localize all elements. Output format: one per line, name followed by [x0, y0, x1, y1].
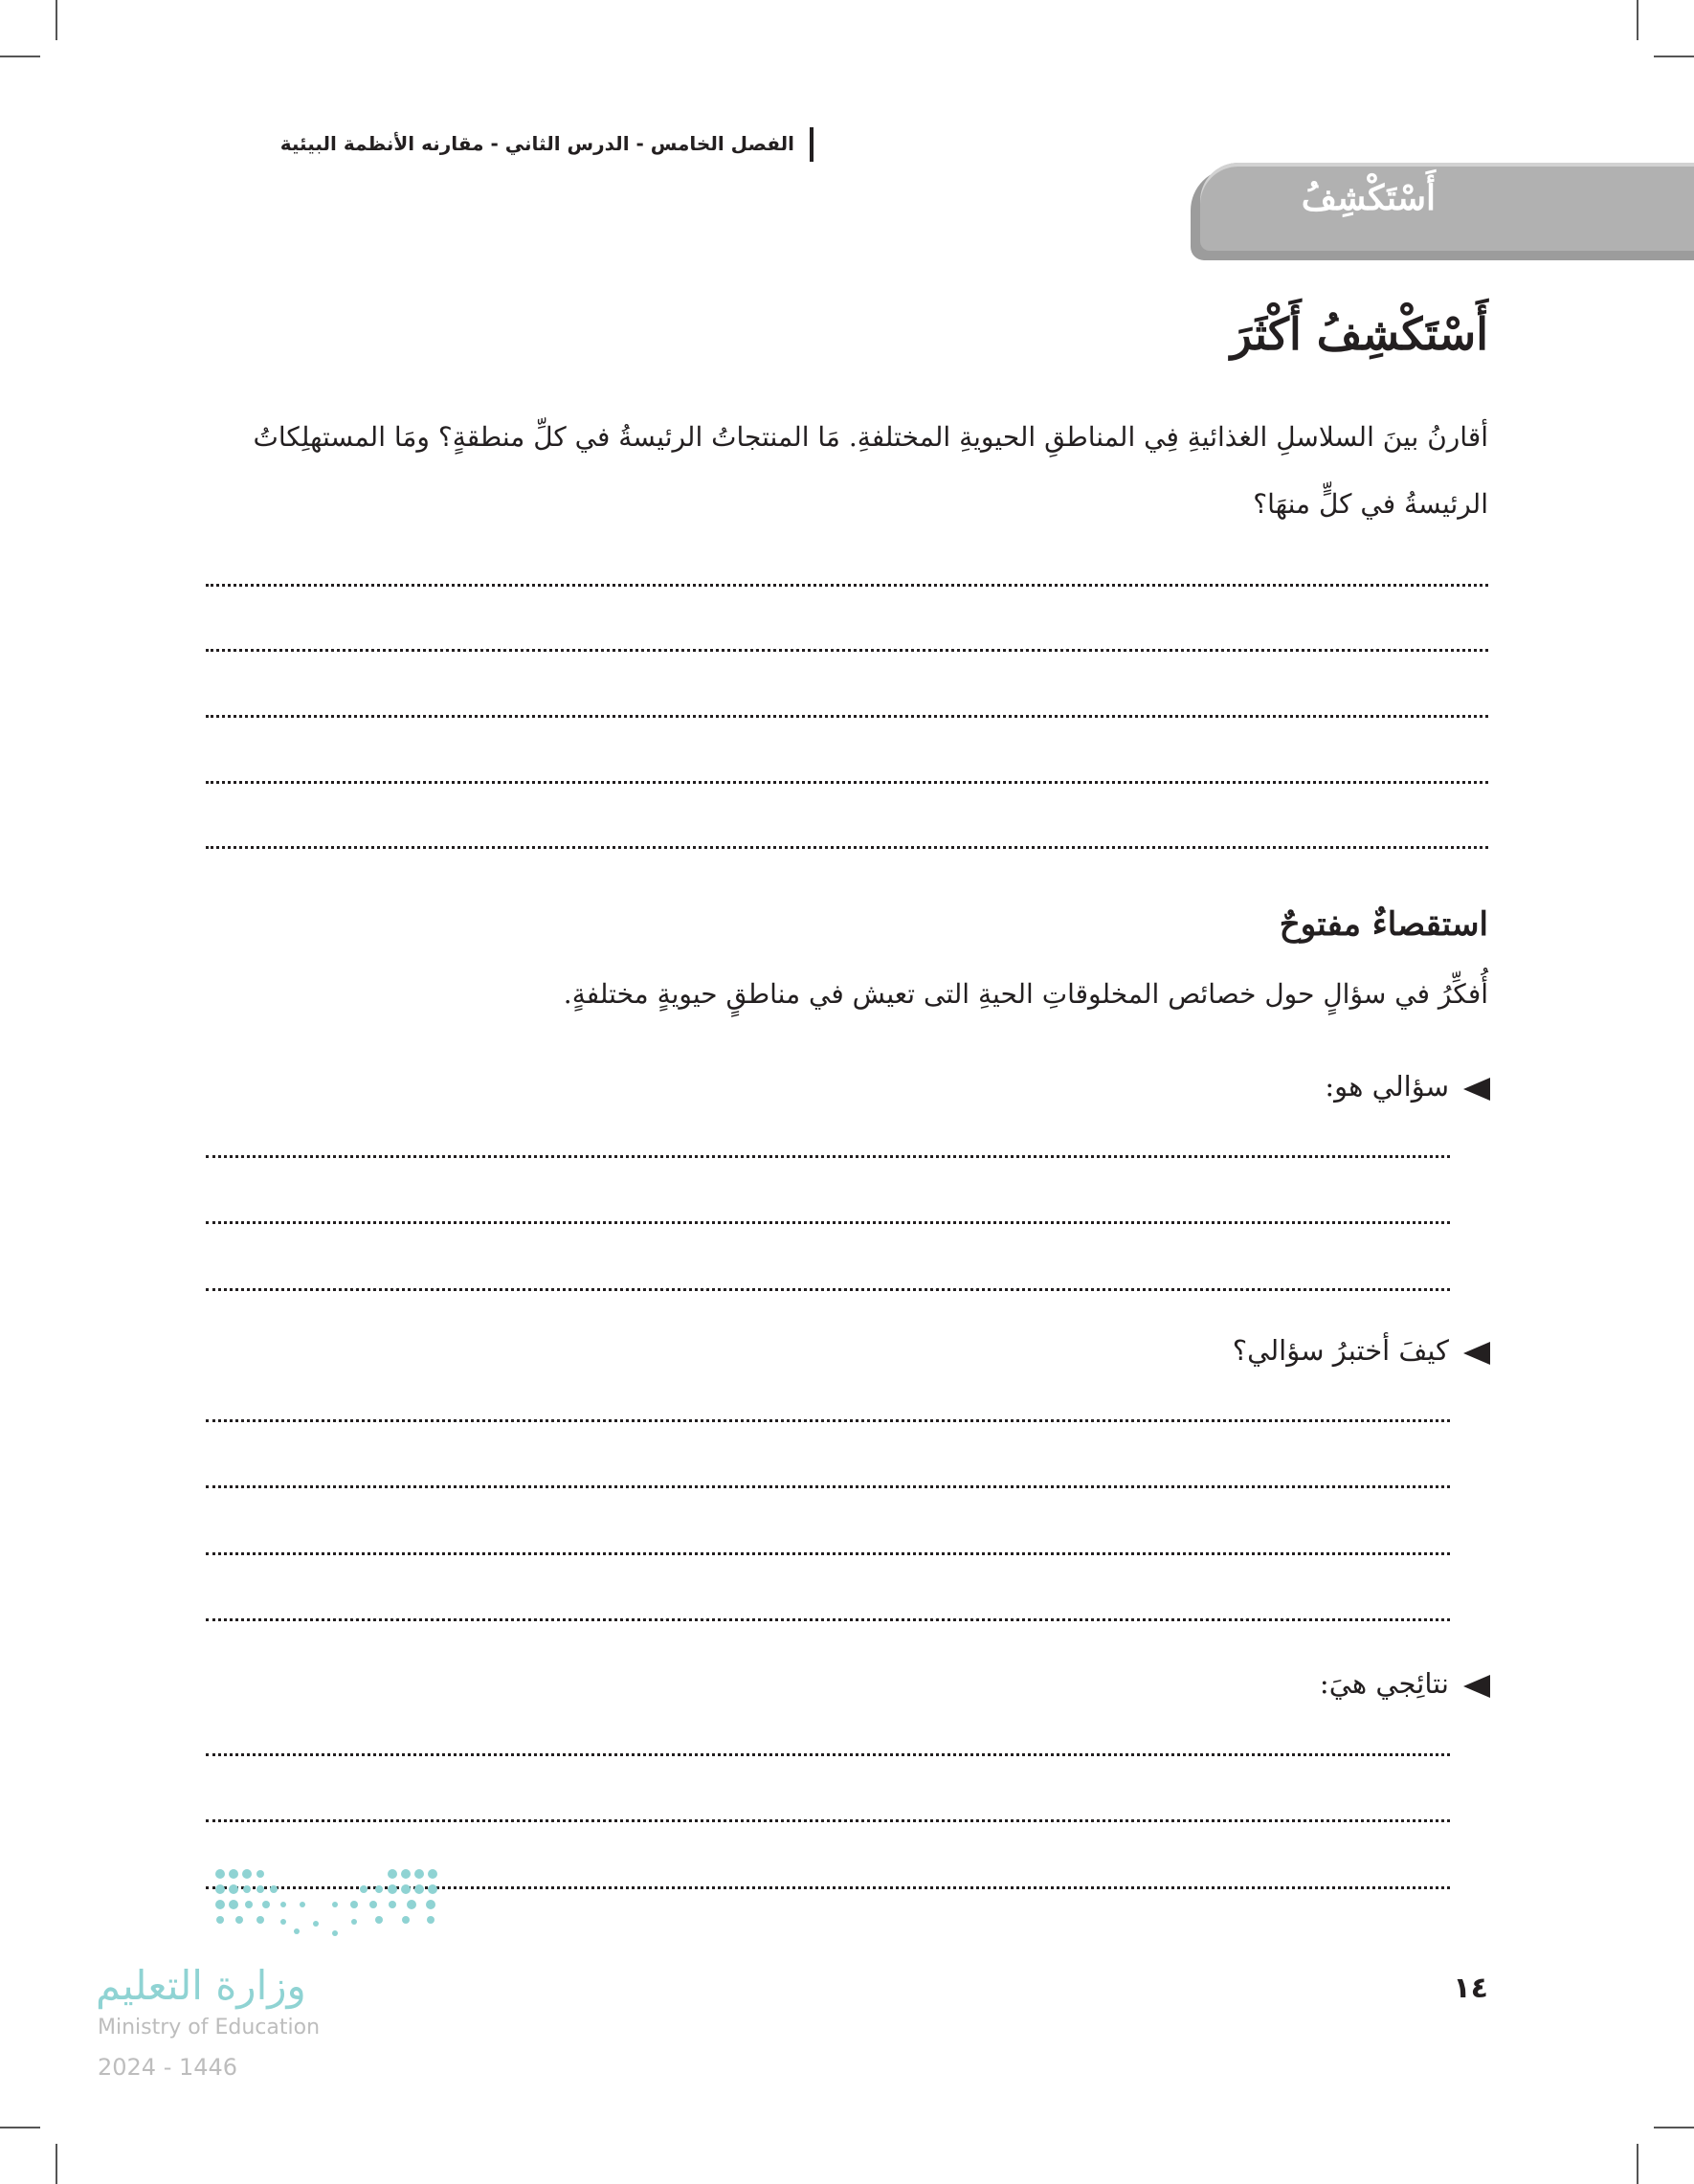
answer-line[interactable]: [206, 781, 1488, 784]
results-label: نتائِجي هيَ:: [1319, 1667, 1449, 1700]
open-inquiry-title: استقصاءٌ مفتوحٌ: [1279, 905, 1488, 944]
crop-mark: [0, 2127, 40, 2128]
answer-line[interactable]: [206, 1155, 1450, 1158]
answer-line[interactable]: [206, 1485, 1450, 1488]
crop-mark: [56, 2144, 57, 2184]
ministry-logo-dots-icon: [211, 1866, 450, 1943]
explore-paragraph-line-1: أقارنُ بينَ السلاسلِ الغذائيةِ فِي المناطقِ الحيويةِ المختلفةِ. مَا المنتجاتُ الرئيسةُ في كلِّ منطقةٍ؟ ومَا المستهلِكاتُ: [253, 421, 1488, 453]
bullet-triangle-icon: [1463, 1675, 1490, 1698]
answer-line[interactable]: [206, 584, 1488, 587]
test-method-label: كيفَ أختبرُ سؤالي؟: [1232, 1334, 1449, 1367]
ministry-logo-english: Ministry of Education: [98, 2016, 321, 2039]
answer-line[interactable]: [206, 1552, 1450, 1555]
answer-line[interactable]: [206, 846, 1488, 849]
answer-line[interactable]: [206, 1618, 1450, 1621]
explore-more-title: أَسْتَكْشِفُ أَكْثَرَ: [1230, 308, 1488, 360]
header-divider: [810, 127, 814, 162]
inquiry-intro: أُفكِّرُ في سؤالٍ حول خصائص المخلوقاتِ الحيةِ التى تعيش في مناطقٍ حيويةٍ مختلفةٍ.: [563, 978, 1488, 1010]
answer-line[interactable]: [206, 1288, 1450, 1291]
answer-line[interactable]: [206, 1819, 1450, 1822]
ministry-logo-year: 2024 - 1446: [98, 2054, 238, 2081]
crop-mark: [1637, 0, 1638, 40]
bullet-triangle-icon: [1463, 1078, 1490, 1101]
explore-paragraph-line-2: الرئيسةُ في كلٍّ منهَا؟: [1253, 488, 1488, 520]
section-tab-label: أَسْتَكْشِفُ: [1301, 178, 1436, 218]
answer-line[interactable]: [206, 1419, 1450, 1422]
crop-mark: [1654, 2127, 1694, 2128]
crop-mark: [0, 56, 40, 57]
answer-line[interactable]: [206, 649, 1488, 652]
answer-line[interactable]: [206, 1753, 1450, 1756]
question-label: سؤالي هو:: [1325, 1070, 1449, 1103]
crop-mark: [1654, 56, 1694, 57]
page-number: ١٤: [1453, 1972, 1488, 2005]
crop-mark: [1637, 2144, 1638, 2184]
answer-line[interactable]: [206, 1221, 1450, 1224]
answer-line[interactable]: [206, 715, 1488, 718]
crop-mark: [56, 0, 57, 40]
bullet-triangle-icon: [1463, 1342, 1490, 1365]
chapter-header: الفصل الخامس - الدرس الثاني - مقارنه الأنظمة البيئية: [279, 132, 794, 155]
ministry-logo-arabic: وزارة التعليم: [96, 1962, 306, 2009]
